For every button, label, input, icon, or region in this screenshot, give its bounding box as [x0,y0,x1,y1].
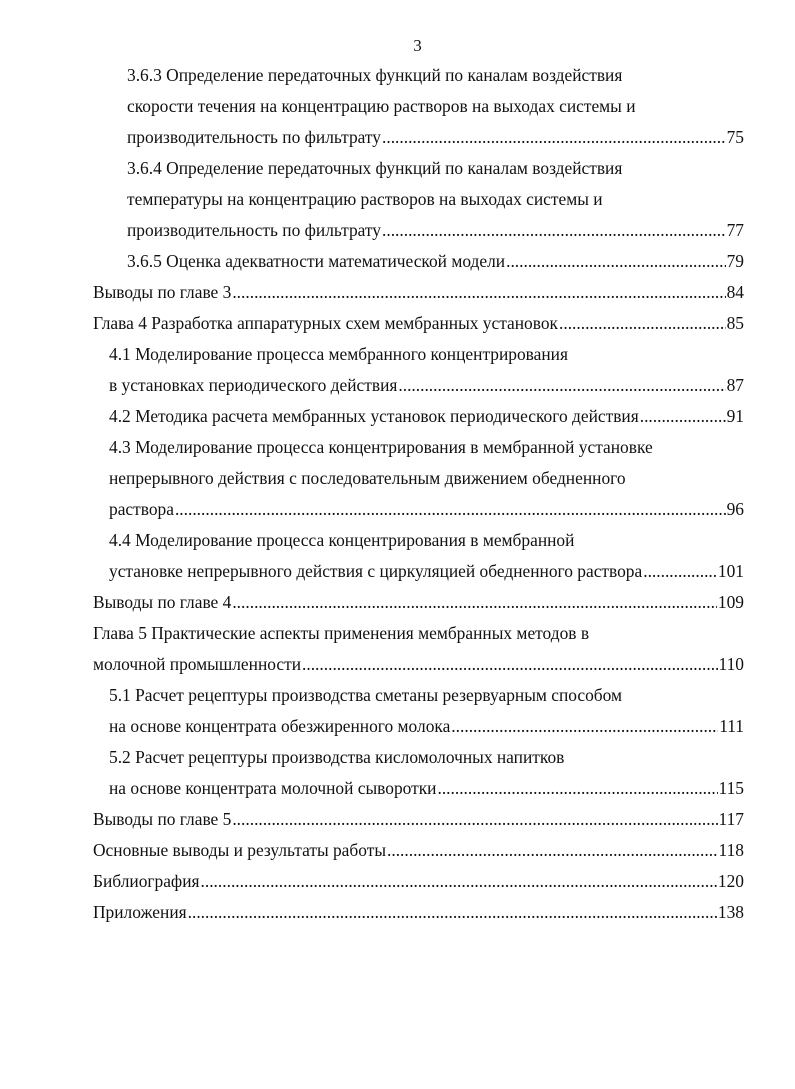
toc-entry-3-6-3-line-3[interactable] [93,122,744,153]
toc-entry-text: Библиография [93,871,200,891]
toc-entry-text: 4.4 Моделирование процесса концентрирования в мембранной [109,530,575,550]
dot-leader [387,835,718,866]
toc-entry-text: 4.3 Моделирование процесса концентрирования в мембранной установке [109,437,653,457]
dot-leader [232,587,717,618]
toc-entry-4-3-line-2 [93,463,744,494]
toc-entry-text: 5.2 Расчет рецептуры производства кисломолочных напитков [109,747,565,767]
toc-entry-conclusions-ch5[interactable] [93,804,744,835]
toc-page-number: 118 [718,840,744,860]
toc-page-number: 115 [718,778,744,798]
toc-entry-4-2[interactable] [93,401,744,432]
page-number: 3 [413,36,422,55]
toc-entry-3-6-4-line-1 [93,153,744,184]
toc-entry-text: 5.1 Расчет рецептуры производства сметаны резервуарным способом [109,685,623,705]
toc-entry-text: на основе концентрата обезжиренного молока [109,716,451,736]
toc-entry-text: в установках периодического действия [109,375,398,395]
dot-leader [559,308,726,339]
toc-entry-4-4-line-1 [93,525,744,556]
dot-leader [188,897,717,928]
toc-entry-text: непрерывного действия с последовательным движением обедненного [109,468,626,488]
toc-entry-text: 4.1 Моделирование процесса мембранного концентрирования [109,344,568,364]
toc-page-number: 84 [726,282,744,302]
dot-leader [382,215,726,246]
toc-entry-3-6-3-line-2 [93,91,744,122]
toc-entry-5-2-line-1 [93,742,744,773]
toc-page-number: 91 [726,406,744,426]
toc-entry-text: Глава 4 Разработка аппаратурных схем мембранных установок [93,313,558,333]
toc-entry-text: температуры на концентрацию растворов на выходах системы и [127,189,603,209]
toc-entry-conclusions-ch4[interactable] [93,587,744,618]
toc-entry-4-3-line-3[interactable] [93,494,744,525]
toc-page-number: 120 [717,871,744,891]
toc-page-number: 101 [717,561,744,581]
toc-page-number: 96 [726,499,744,519]
toc-page-number: 111 [719,716,744,736]
dot-leader [643,556,717,587]
dot-leader [175,494,726,525]
toc-entry-text: Глава 5 Практические аспекты применения мембранных методов в [93,623,590,643]
toc-entry-text: установке непрерывного действия с циркуляцией обедненного раствора [109,561,643,581]
dot-leader [382,122,726,153]
toc-entry-conclusions-ch3[interactable] [93,277,744,308]
toc-page-number: 117 [718,809,744,829]
toc-entry-text: производительность по фильтрату [127,127,381,147]
toc-page-number: 85 [726,313,744,333]
toc-page-number: 138 [717,902,744,922]
toc-entry-chapter-5-line-1 [93,618,744,649]
toc-entry-chapter-5-line-2[interactable] [93,649,744,680]
toc-entry-text: на основе концентрата молочной сыворотки [109,778,437,798]
toc-page-number: 79 [726,251,744,271]
toc-entry-text: Выводы по главе 4 [93,592,232,612]
toc-entry-5-1-line-1 [93,680,744,711]
toc-entry-text: скорости течения на концентрацию растворов на выходах системы и [127,96,636,116]
dot-leader [398,370,725,401]
toc-entry-text: молочной промышленности [93,654,302,674]
toc-entry-4-1-line-2[interactable] [93,370,744,401]
toc-entry-5-1-line-2[interactable] [93,711,744,742]
dot-leader [437,773,717,804]
toc-entry-3-6-4-line-2 [93,184,744,215]
toc-entry-text: 3.6.3 Определение передаточных функций по каналам воздействия [127,65,623,85]
toc-entry-text: раствора [109,499,174,519]
toc-entry-main-conclusions[interactable] [93,835,744,866]
toc-entry-bibliography[interactable] [93,866,744,897]
toc-page-number: 77 [726,220,744,240]
toc-page-number: 75 [726,127,744,147]
toc-entry-text: 4.2 Методика расчета мембранных установок периодического действия [109,406,639,426]
toc-entry-text: Выводы по главе 3 [93,282,232,302]
toc-entry-text: 3.6.5 Оценка адекватности математической модели [127,251,506,271]
toc-entry-4-4-line-2[interactable] [93,556,744,587]
table-of-contents [93,60,744,928]
toc-entry-text: Приложения [93,902,187,922]
toc-entry-chapter-4[interactable] [93,308,744,339]
dot-leader [201,866,717,897]
toc-entry-text: производительность по фильтрату [127,220,381,240]
toc-entry-text: 3.6.4 Определение передаточных функций по каналам воздействия [127,158,623,178]
toc-page-number: 87 [726,375,744,395]
toc-page-number: 110 [718,654,744,674]
toc-entry-appendices[interactable] [93,897,744,928]
toc-entry-3-6-4-line-3[interactable] [93,215,744,246]
toc-entry-3-6-5[interactable] [93,246,744,277]
toc-entry-5-2-line-2[interactable] [93,773,744,804]
toc-entry-text: Основные выводы и результаты работы [93,840,386,860]
dot-leader [506,246,726,277]
dot-leader [232,277,725,308]
dot-leader [302,649,718,680]
dot-leader [451,711,718,742]
dot-leader [232,804,717,835]
toc-entry-4-1-line-1 [93,339,744,370]
toc-entry-3-6-3-line-1 [93,60,744,91]
toc-page-number: 109 [717,592,744,612]
toc-entry-4-3-line-1 [93,432,744,463]
dot-leader [640,401,726,432]
toc-entry-text: Выводы по главе 5 [93,809,232,829]
